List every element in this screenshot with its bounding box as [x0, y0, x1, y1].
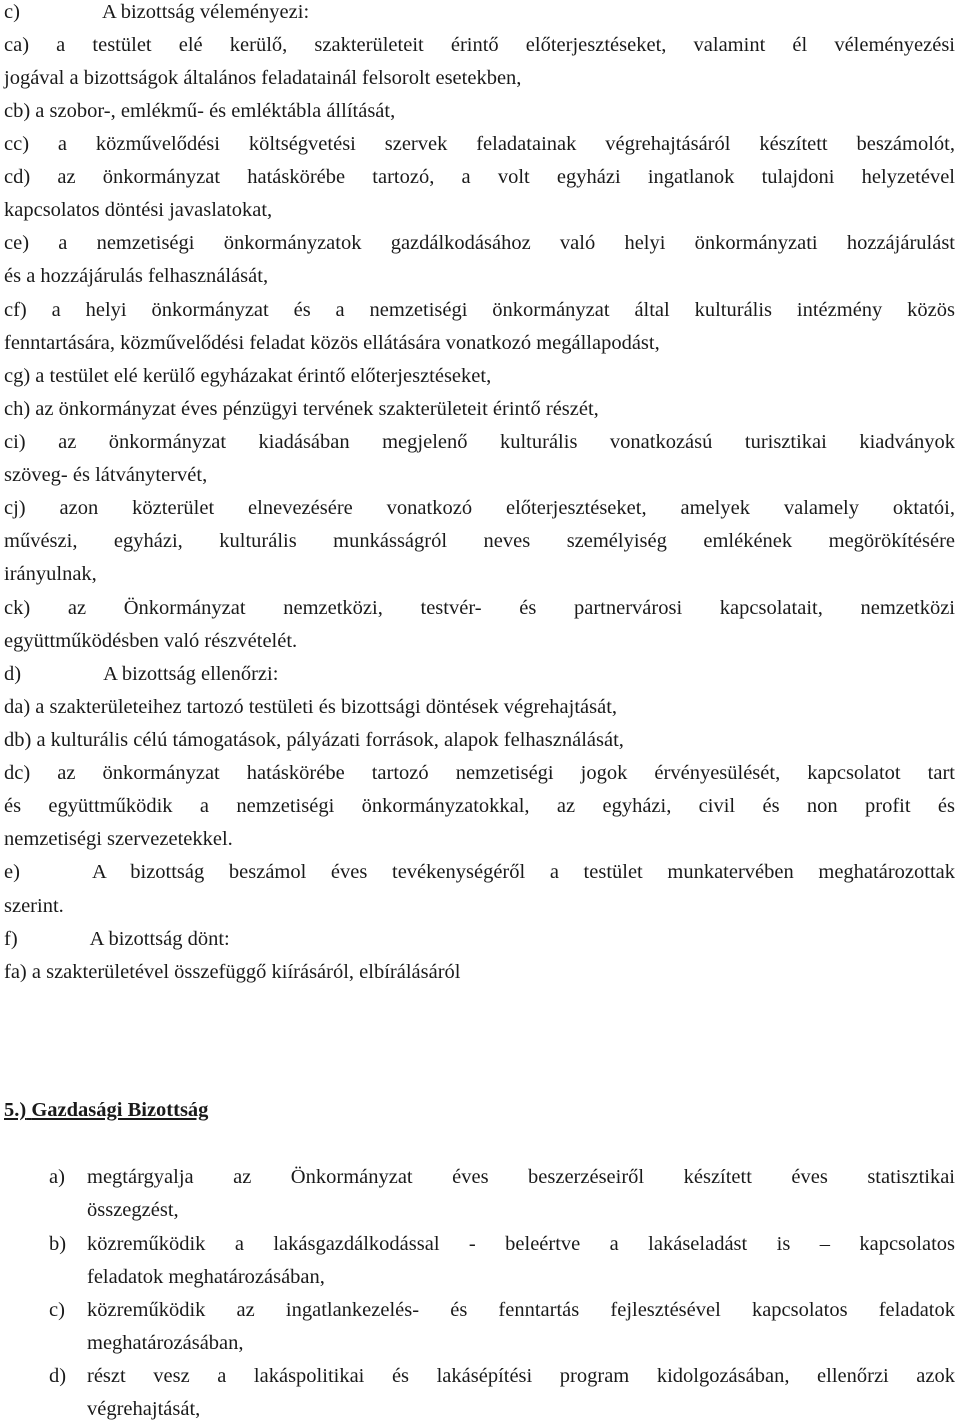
section-f-title: A bizottság dönt:: [89, 928, 230, 950]
section-c-title: A bizottság véleményezi:: [101, 1, 310, 23]
list-item-label: b): [49, 1233, 67, 1255]
list-item-label: d): [49, 1365, 67, 1387]
list-item-label: c): [49, 1299, 65, 1321]
paragraph-line: ce) a nemzetiségi önkormányzatok gazdálkodásához való helyi önkormányzati hozzájárulást: [4, 232, 955, 254]
paragraph-line: együttműködésben való részvételét.: [4, 630, 298, 652]
paragraph-line: ch) az önkormányzat éves pénzügyi tervének szakterületeit érintő részét,: [4, 398, 599, 420]
list-item-text: feladatok meghatározásában,: [87, 1266, 325, 1288]
paragraph-line: szerint.: [4, 895, 64, 917]
list-item-text: közreműködik a lakásgazdálkodással - beleértve a lakáseladást is – kapcsolatos: [87, 1233, 955, 1255]
paragraph-line: szöveg- és látványtervét,: [4, 464, 208, 486]
paragraph-line: cd) az önkormányzat hatáskörébe tartozó, a volt egyházi ingatlanok tulajdoni helyzetével: [4, 166, 955, 188]
paragraph-line: fenntartására, közművelődési feladat közös ellátására vonatkozó megállapodást,: [4, 332, 660, 354]
paragraph-line: cj) azon közterület elnevezésére vonatkozó előterjesztéseket, amelyek valamely oktatói,: [4, 497, 955, 519]
section-c-label: c): [4, 1, 20, 23]
paragraph-line: cc) a közművelődési költségvetési szervek feladatainak végrehajtásáról készített beszámolót,: [4, 133, 955, 155]
paragraph-line: da) a szakterületeihez tartozó testületi és bizottsági döntések végrehajtását,: [4, 696, 618, 718]
list-item-label: a): [49, 1166, 65, 1188]
section-d-label: d): [4, 663, 22, 685]
section-e-label: e): [4, 861, 20, 883]
section-5-title: Gazdasági Bizottság: [31, 1099, 209, 1121]
paragraph-line: cg) a testület elé kerülő egyházakat érintő előterjesztéseket,: [4, 365, 492, 387]
section-e-text: A bizottság beszámol éves tevékenységéről a testület munkatervében meghatározottak: [91, 861, 955, 883]
paragraph-line: dc) az önkormányzat hatáskörébe tartozó nemzetiségi jogok érvényesülését, kapcsolatot tart: [4, 762, 955, 784]
paragraph-line: jogával a bizottságok általános feladatainál felsorolt esetekben,: [4, 67, 522, 89]
paragraph-line: cf) a helyi önkormányzat és a nemzetiségi önkormányzat által kulturális intézmény közös: [4, 299, 955, 321]
paragraph-line: ci) az önkormányzat kiadásában megjelenő kulturális vonatkozású turisztikai kiadványok: [4, 431, 955, 453]
list-item-text: végrehajtását,: [87, 1398, 201, 1420]
paragraph-line: db) a kulturális célú támogatások, pályázati források, alapok felhasználását,: [4, 729, 624, 751]
section-5-heading: [4, 1094, 208, 1127]
paragraph-line: művészi, egyházi, kulturális munkásságról neves személyiség emlékének megörökítésére: [4, 530, 955, 552]
paragraph-line: kapcsolatos döntési javaslatokat,: [4, 199, 273, 221]
list-item-text: közreműködik az ingatlankezelés- és fenntartás fejlesztésével kapcsolatos feladatok: [87, 1299, 955, 1321]
list-item-text: összegzést,: [87, 1199, 179, 1221]
section-5-number: 5.): [4, 1099, 27, 1121]
section-e-line: [4, 856, 955, 889]
section-d-title: A bizottság ellenőrzi:: [103, 663, 279, 685]
paragraph-line: cb) a szobor-, emlékmű- és emléktábla állítását,: [4, 100, 396, 122]
paragraph-line: fa) a szakterületével összefüggő kiírásáról, elbírálásáról: [4, 961, 461, 983]
list-item-text: meghatározásában,: [87, 1332, 244, 1354]
list-item-text: megtárgyalja az Önkormányzat éves beszerzéseiről készített éves statisztikai: [87, 1166, 955, 1188]
section-c-heading: [4, 0, 309, 29]
section-f-label: f): [4, 928, 18, 950]
paragraph-line: és a hozzájárulás felhasználását,: [4, 265, 269, 287]
section-f-heading: [4, 923, 230, 956]
paragraph-line: nemzetiségi szervezetekkel.: [4, 828, 233, 850]
paragraph-line: irányulnak,: [4, 563, 97, 585]
section-d-heading: [4, 658, 278, 691]
list-item-text: részt vesz a lakáspolitikai és lakásépítési program kidolgozásában, ellenőrzi azok: [87, 1365, 955, 1387]
paragraph-line: ck) az Önkormányzat nemzetközi, testvér- és partnervárosi kapcsolatait, nemzetközi: [4, 597, 955, 619]
paragraph-line: ca) a testület elé kerülő, szakterületeit érintő előterjesztéseket, valamint él véleményezési: [4, 34, 955, 56]
paragraph-line: és együttműködik a nemzetiségi önkormányzatokkal, az egyházi, civil és non profit és: [4, 795, 955, 817]
